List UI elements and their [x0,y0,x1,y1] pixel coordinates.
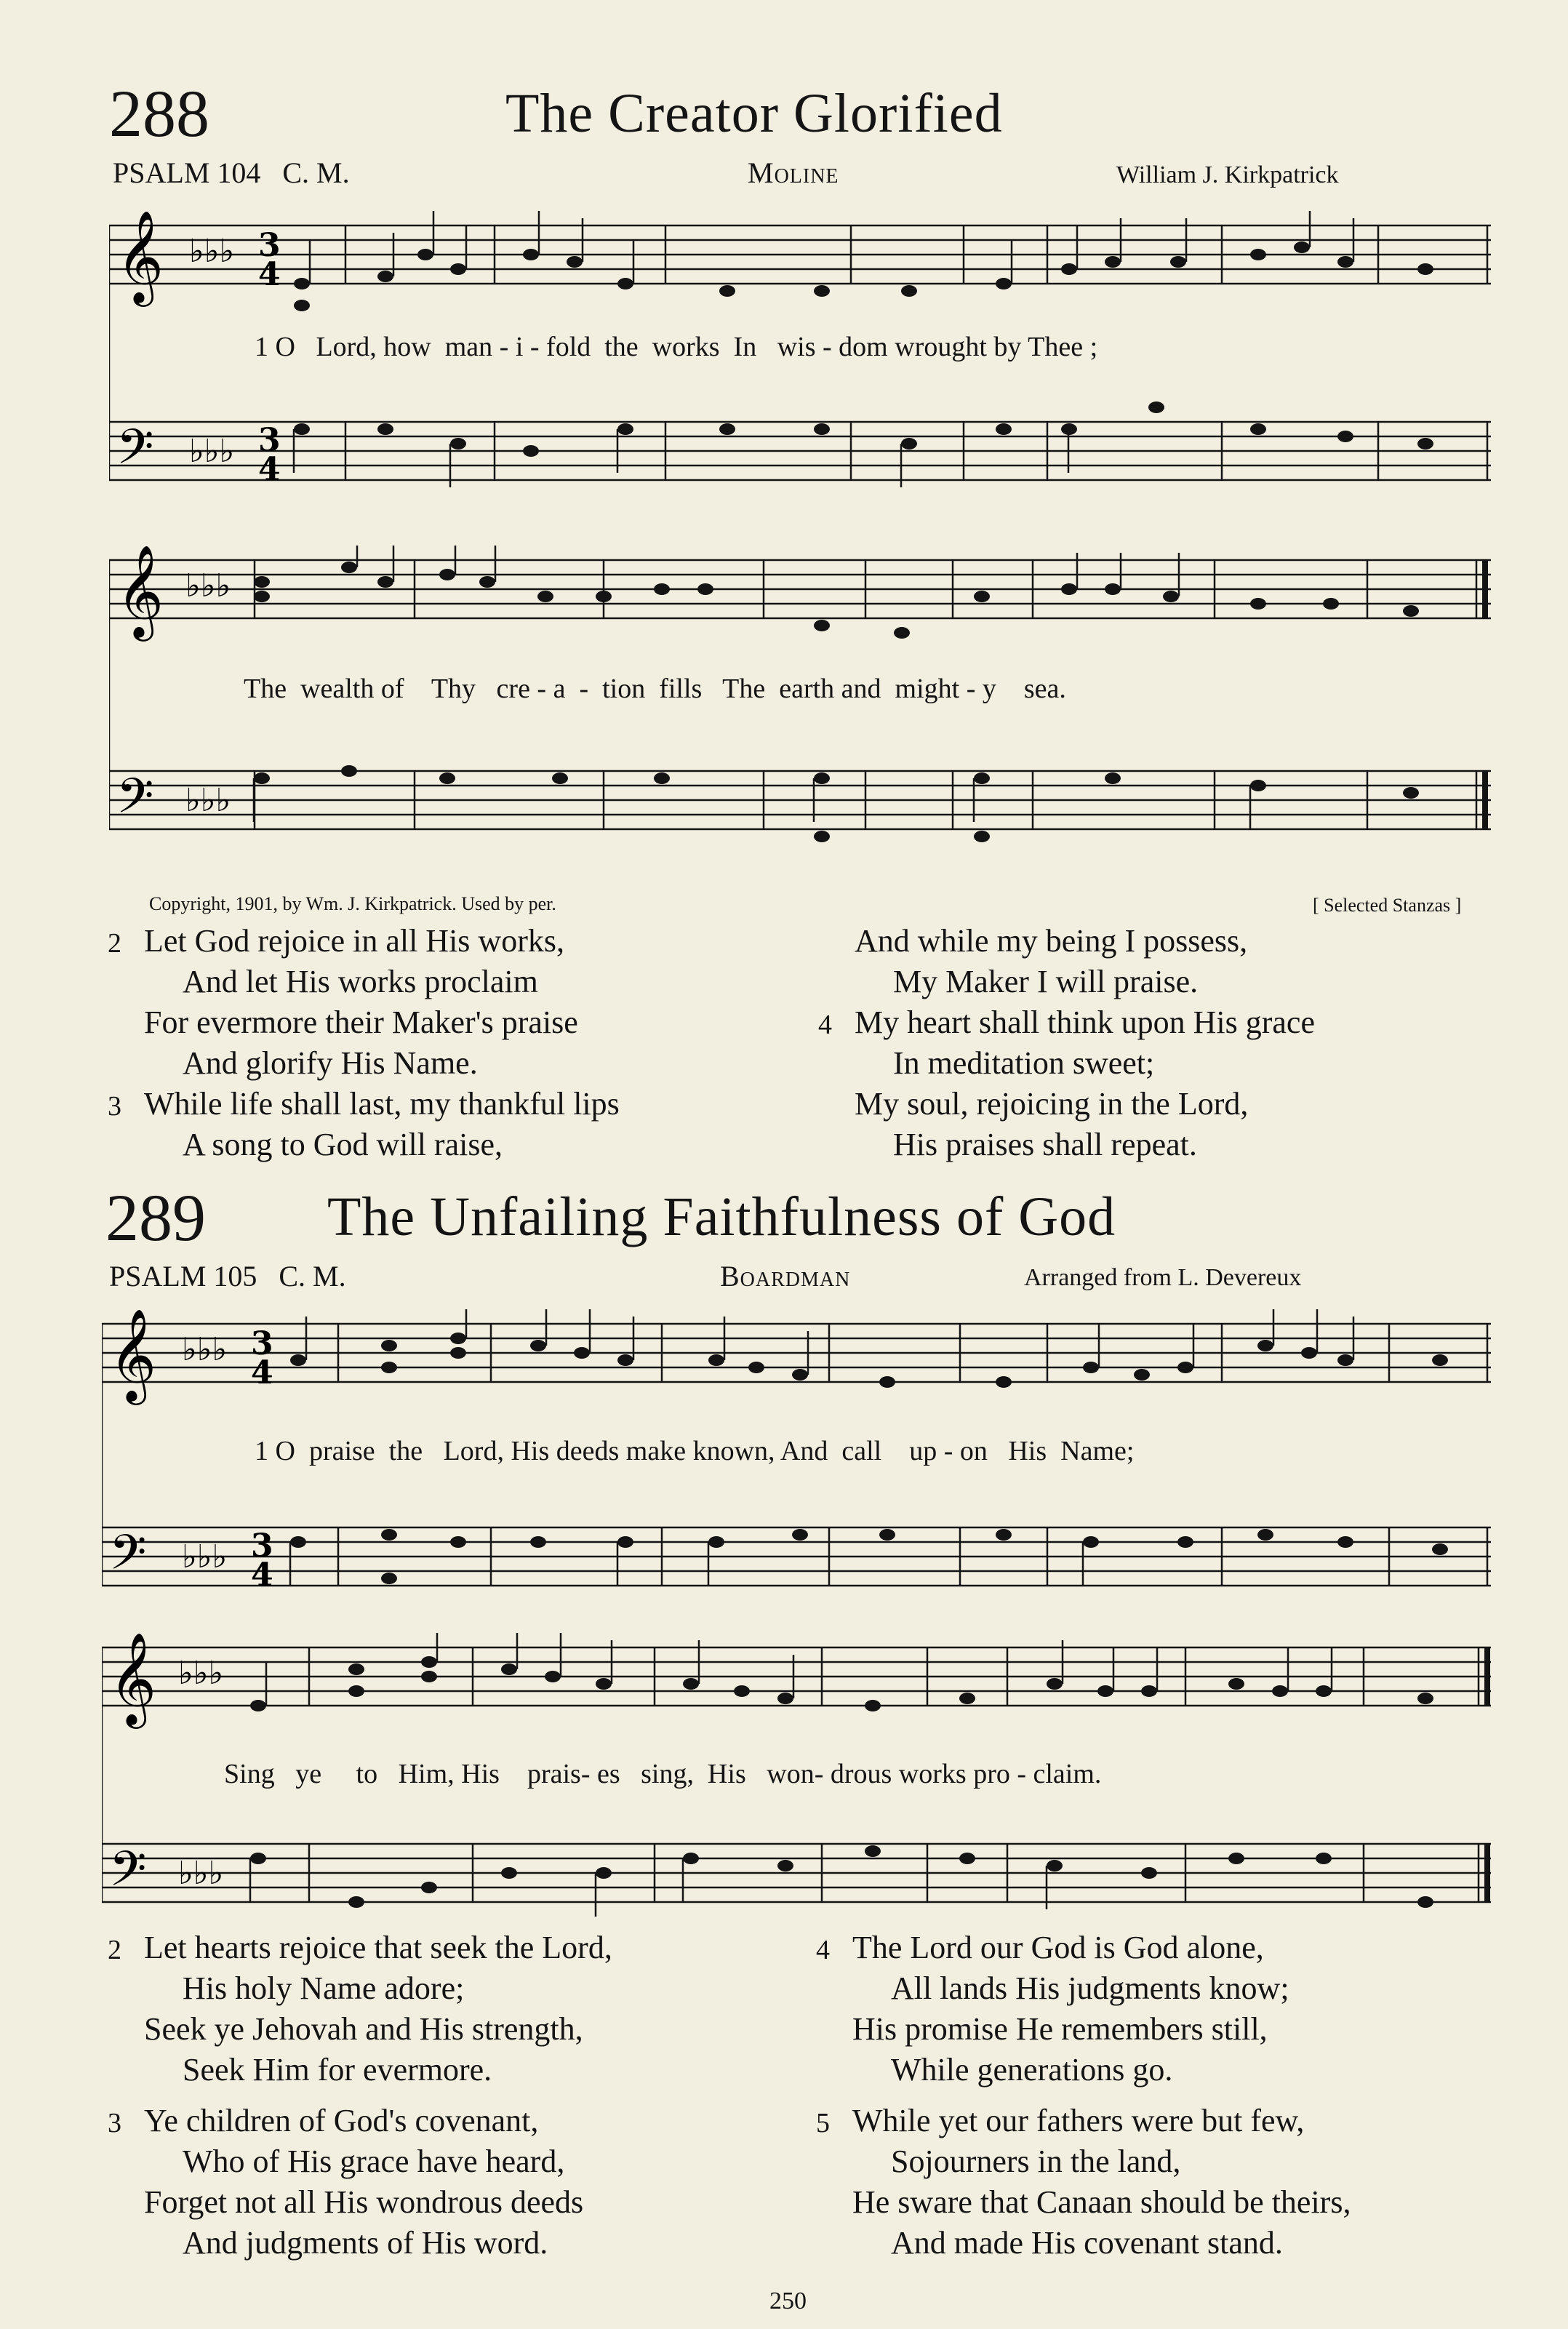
hymn-title: The Unfailing Faithfulness of God [327,1186,1116,1247]
meter-label: PSALM 104 C. M. [113,156,350,189]
svg-text:𝄞: 𝄞 [109,1309,157,1401]
music-system [109,211,1491,516]
svg-text:4: 4 [251,1557,273,1594]
tune-name: Moline [748,156,839,189]
music-system [109,546,1491,866]
svg-text:4: 4 [258,256,281,293]
svg-text:♭♭♭: ♭♭♭ [185,567,231,604]
svg-text:𝄞: 𝄞 [116,546,164,637]
svg-text:♭♭♭: ♭♭♭ [185,782,231,819]
svg-text:4: 4 [258,451,281,488]
page-number: 250 [769,2288,807,2314]
composer: Arranged from L. Devereux [1024,1264,1302,1291]
hymn-number: 289 [105,1181,206,1255]
svg-text:𝄢: 𝄢 [116,768,154,836]
bass-clef-icon: 𝄢 [116,419,154,487]
svg-text:♭♭♭: ♭♭♭ [182,1538,228,1575]
svg-text:𝄢: 𝄢 [109,1525,147,1592]
copyright-note: Copyright, 1901, by Wm. J. Kirkpatrick. Used by per. [149,893,556,914]
svg-text:♭♭♭: ♭♭♭ [178,1655,224,1692]
svg-text:♭♭♭: ♭♭♭ [189,433,235,470]
selected-stanzas-note: [ Selected Stanzas ] [1313,895,1462,916]
svg-text:3: 3 [251,1325,273,1362]
staff-notation [109,546,1491,866]
staff-notation [109,211,1491,516]
svg-text:3: 3 [251,1527,273,1565]
treble-clef-icon: 𝄞 [116,211,164,303]
composer: William J. Kirkpatrick [1116,161,1339,188]
lyric-line: 1 O Lord, how man - i - fold the works In wis - dom wrought by Thee ; [255,332,1098,362]
lyric-line: Sing ye to Him, His prais- es sing, His won- drous works pro - claim. [224,1759,1102,1789]
hymn-title: The Creator Glorified [505,83,1003,144]
svg-text:4: 4 [251,1354,273,1391]
svg-text:♭♭♭: ♭♭♭ [189,233,235,270]
svg-text:♭♭♭: ♭♭♭ [178,1855,224,1892]
hymn-number: 288 [109,76,209,151]
lyric-line: The wealth of Thy cre - a - tion fills The earth and might - y sea. [244,674,1066,704]
tune-name: Boardman [720,1260,851,1293]
svg-text:3: 3 [258,227,281,264]
svg-text:𝄢: 𝄢 [109,1841,147,1909]
meter-label: PSALM 105 C. M. [109,1260,346,1293]
svg-text:𝄞: 𝄞 [109,1633,157,1725]
svg-text:3: 3 [258,422,281,459]
svg-text:♭♭♭: ♭♭♭ [182,1331,228,1368]
lyric-line: 1 O praise the Lord, His deeds make known, And call up - on His Name; [255,1436,1135,1466]
